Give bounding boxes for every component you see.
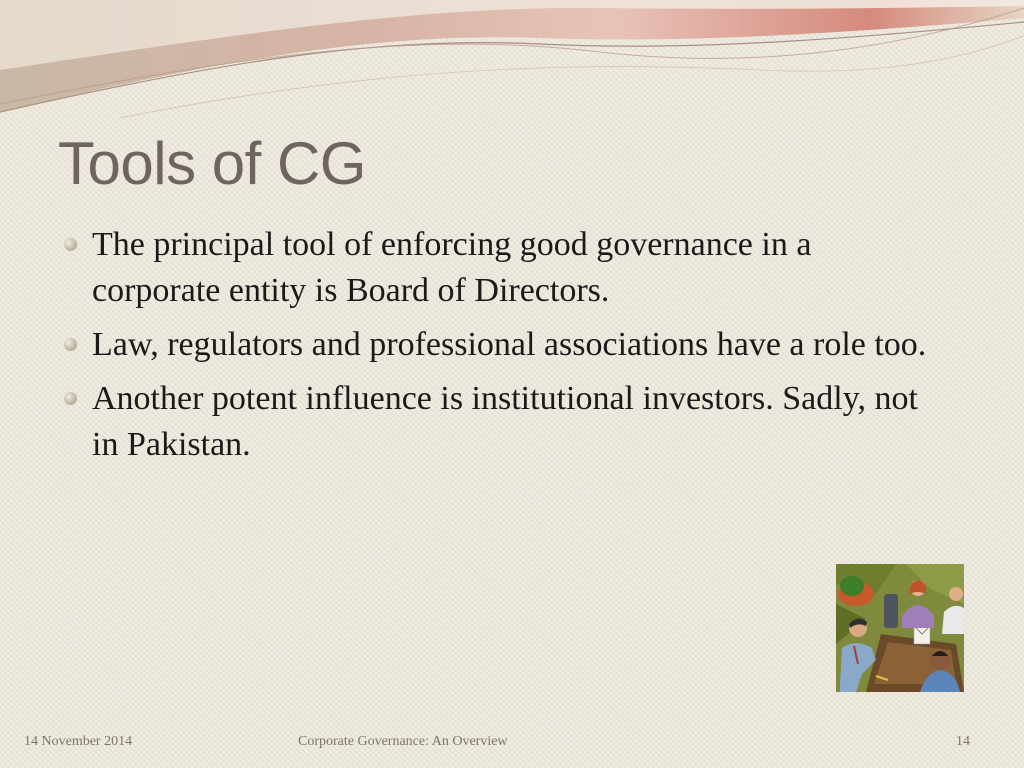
business-meeting-clipart-icon bbox=[836, 564, 964, 692]
bullet-dot-icon bbox=[64, 392, 77, 405]
bullet-item bbox=[62, 376, 942, 468]
decorative-header-swoosh bbox=[0, 0, 1024, 120]
slide-number: 14 bbox=[956, 734, 970, 749]
footer-date: 14 November 2014 bbox=[24, 734, 133, 749]
bullet-item bbox=[62, 322, 942, 368]
bullet-text: The principal tool of enforcing good governance in a corporate entity is Board of Directors. bbox=[92, 226, 812, 309]
bullet-text: Law, regulators and professional associations have a role too. bbox=[92, 326, 927, 363]
bullet-list bbox=[62, 222, 942, 476]
bullet-text: Another potent influence is institutional investors. Sadly, not in Pakistan. bbox=[92, 380, 918, 463]
bullet-dot-icon bbox=[64, 238, 77, 251]
bullet-dot-icon bbox=[64, 338, 77, 351]
bullet-item bbox=[62, 222, 942, 314]
footer-title: Corporate Governance: An Overview bbox=[298, 734, 508, 749]
slide-title: Tools of CG bbox=[58, 130, 366, 197]
